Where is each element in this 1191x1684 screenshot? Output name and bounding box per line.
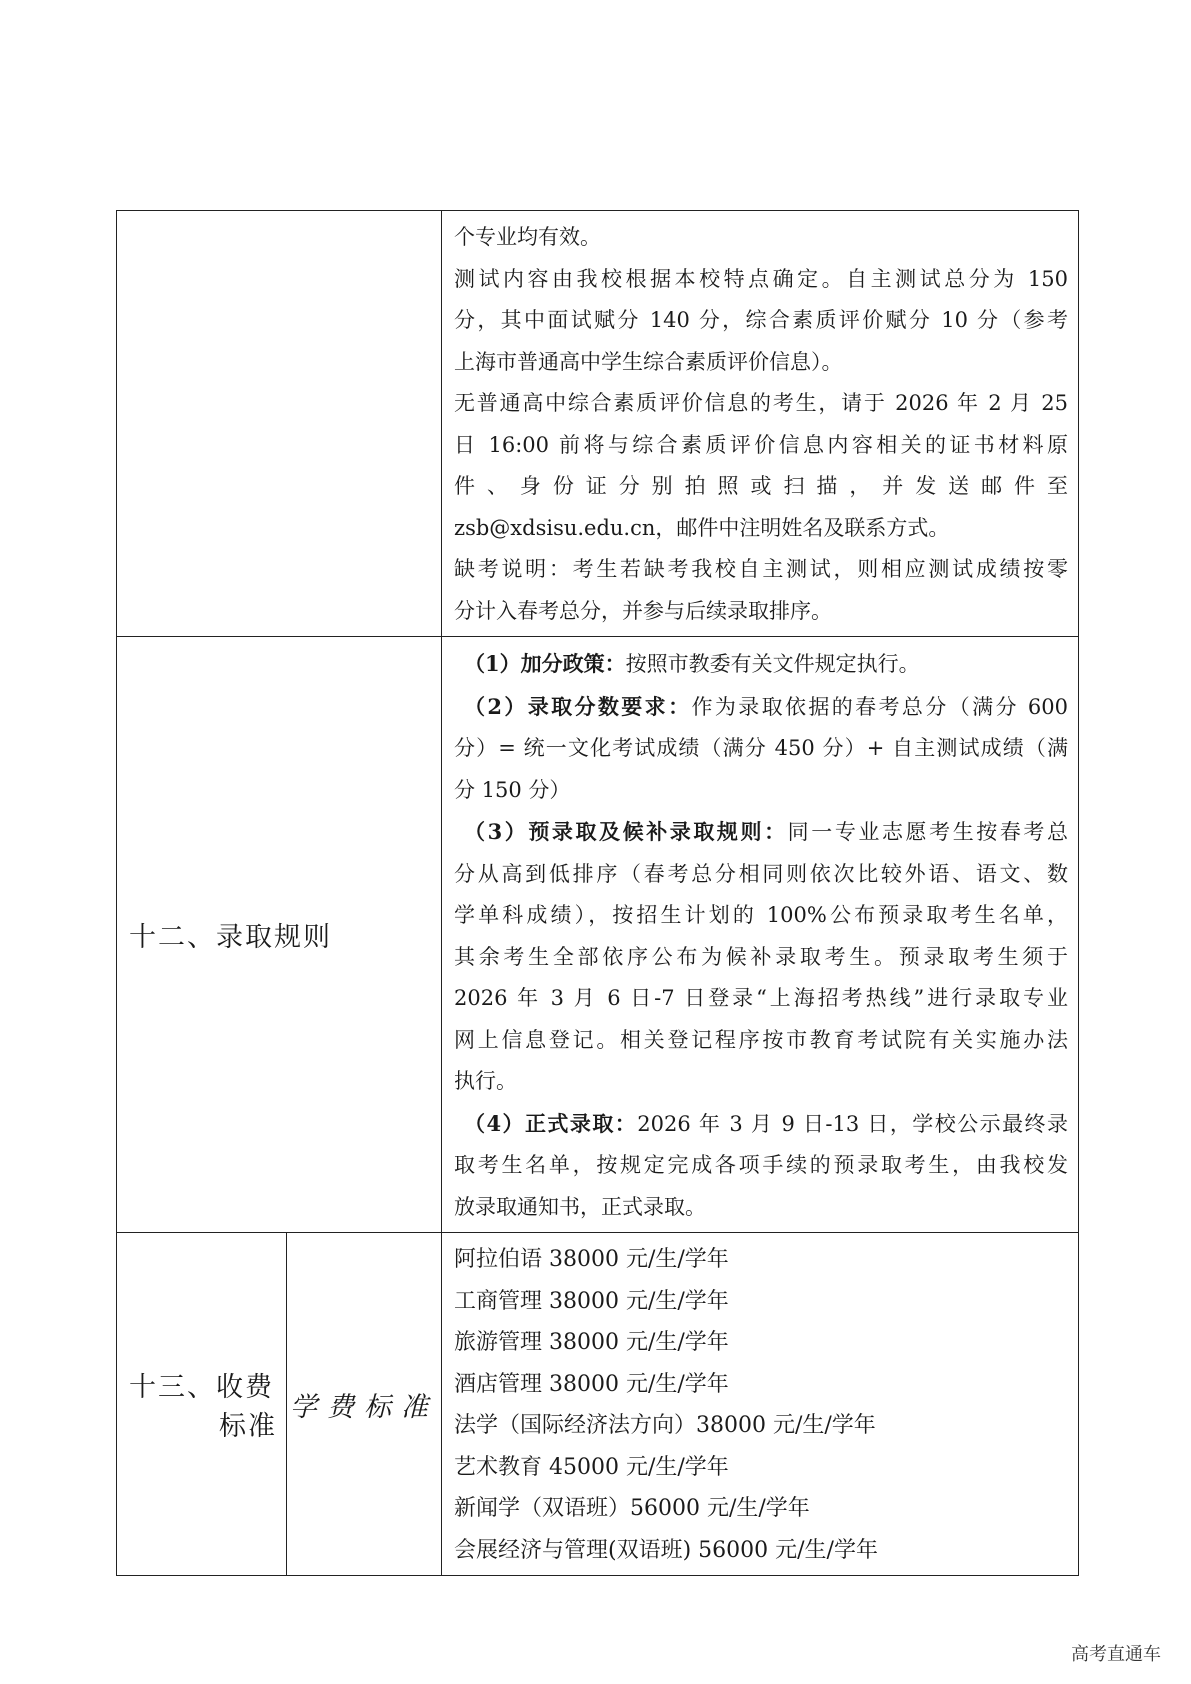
rule-label: （4）正式录取： <box>464 1110 638 1136</box>
fee-item: 会展经济与管理(双语班) 56000 元/生/学年 <box>454 1537 878 1563</box>
fee-item: 艺术教育 45000 元/生/学年 <box>454 1454 729 1480</box>
fee-item: 法学（国际经济法方向）38000 元/生/学年 <box>454 1413 876 1438</box>
fees-heading-line-2: 标准 <box>219 1411 277 1442</box>
text-line: 件、身份证分别拍照或扫描，并发送邮件至 <box>454 474 1068 498</box>
rule-item-1 <box>454 643 1068 686</box>
rule-text: 2026 年 3 月 9 日-13 日，学校公示最终录 <box>637 1111 1068 1136</box>
fee-item: 阿拉伯语 38000 元/生/学年 <box>454 1247 729 1272</box>
text-line: 缺考说明：考生若缺考我校自主测试，则相应测试成绩按零 <box>454 557 1068 581</box>
rule-item-2 <box>454 686 1068 729</box>
rule-label: （3）预录取及候补录取规则： <box>464 819 788 844</box>
fees-content-cell <box>442 1233 1079 1576</box>
fee-item: 新闻学（双语班）56000 元/生/学年 <box>454 1496 810 1521</box>
rule-label: （2）录取分数要求： <box>464 693 692 719</box>
continued-row <box>117 211 1079 637</box>
fee-item: 旅游管理 38000 元/生/学年 <box>454 1330 729 1355</box>
text-line: 分 150 分） <box>454 777 571 802</box>
text-line: 无普通高中综合素质评价信息的考生，请于 2026 年 2 月 25 <box>454 391 1068 415</box>
text-line: 2026 年 3 月 6 日-7 日登录“上海招考热线”进行录取专业 <box>454 986 1068 1010</box>
text-line: 其余考生全部依序公布为候补录取考生。预录取考生须于 <box>454 944 1068 969</box>
rule-item-3 <box>454 811 1068 854</box>
admission-heading: 十二、录取规则 <box>129 922 332 953</box>
fee-item: 酒店管理 38000 元/生/学年 <box>454 1371 729 1397</box>
text-line: 上海市普通高中学生综合素质评价信息）。 <box>454 349 843 374</box>
text-line: 个专业均有效。 <box>454 225 601 249</box>
rule-label: （1）加分政策： <box>464 651 626 676</box>
text-line: 执行。 <box>454 1069 517 1093</box>
text-line: 放录取通知书，正式录取。 <box>454 1194 706 1219</box>
text-line: 网上信息登记。相关登记程序按市教育考试院有关实施办法 <box>454 1027 1068 1052</box>
rule-text: 同一专业志愿考生按春考总 <box>787 820 1068 844</box>
rule-text: 按照市教委有关文件规定执行。 <box>625 652 920 676</box>
text-line: 分从高到低排序（春考总分相同则依次比较外语、语文、数 <box>454 861 1068 886</box>
continued-heading-cell <box>117 211 442 637</box>
admission-row <box>117 637 1079 1233</box>
email-line: zsb@xdsisu.edu.cn，邮件中注明姓名及联系方式。 <box>454 515 950 540</box>
continued-content-cell <box>442 211 1079 637</box>
text-line: 学单科成绩），按招生计划的 100%公布预录取考生名单， <box>454 903 1068 927</box>
watermark-text: 高考直通车 <box>1071 1644 1161 1665</box>
tuition-label: 学费标准 <box>290 1391 438 1423</box>
text-line: 日 16:00 前将与综合素质评价信息内容相关的证书材料原 <box>454 432 1068 457</box>
fees-heading <box>117 1365 286 1443</box>
fees-heading-cell <box>117 1233 287 1576</box>
text-line: 分计入春考总分，并参与后续录取排序。 <box>454 598 832 623</box>
admission-content-cell <box>442 637 1079 1233</box>
fee-item: 工商管理 38000 元/生/学年 <box>454 1288 729 1314</box>
document-table <box>116 210 1079 1576</box>
text-line: 取考生名单，按规定完成各项手续的预录取考生，由我校发 <box>454 1153 1068 1177</box>
text-line: 测试内容由我校根据本校特点确定。自主测试总分为 150 <box>454 266 1068 291</box>
text-line: 分）= 统一文化考试成绩（满分 450 分）+ 自主测试成绩（满 <box>454 736 1068 760</box>
rule-item-4 <box>454 1103 1068 1146</box>
text-line: 分，其中面试赋分 140 分，综合素质评价赋分 10 分（参考 <box>454 308 1068 332</box>
fees-sublabel-cell <box>287 1233 442 1576</box>
rule-text: 作为录取依据的春考总分（满分 600 <box>691 694 1068 719</box>
fees-heading-line-1: 十三、收费 <box>129 1372 274 1403</box>
fees-row <box>117 1233 1079 1576</box>
admission-heading-cell <box>117 637 442 1233</box>
